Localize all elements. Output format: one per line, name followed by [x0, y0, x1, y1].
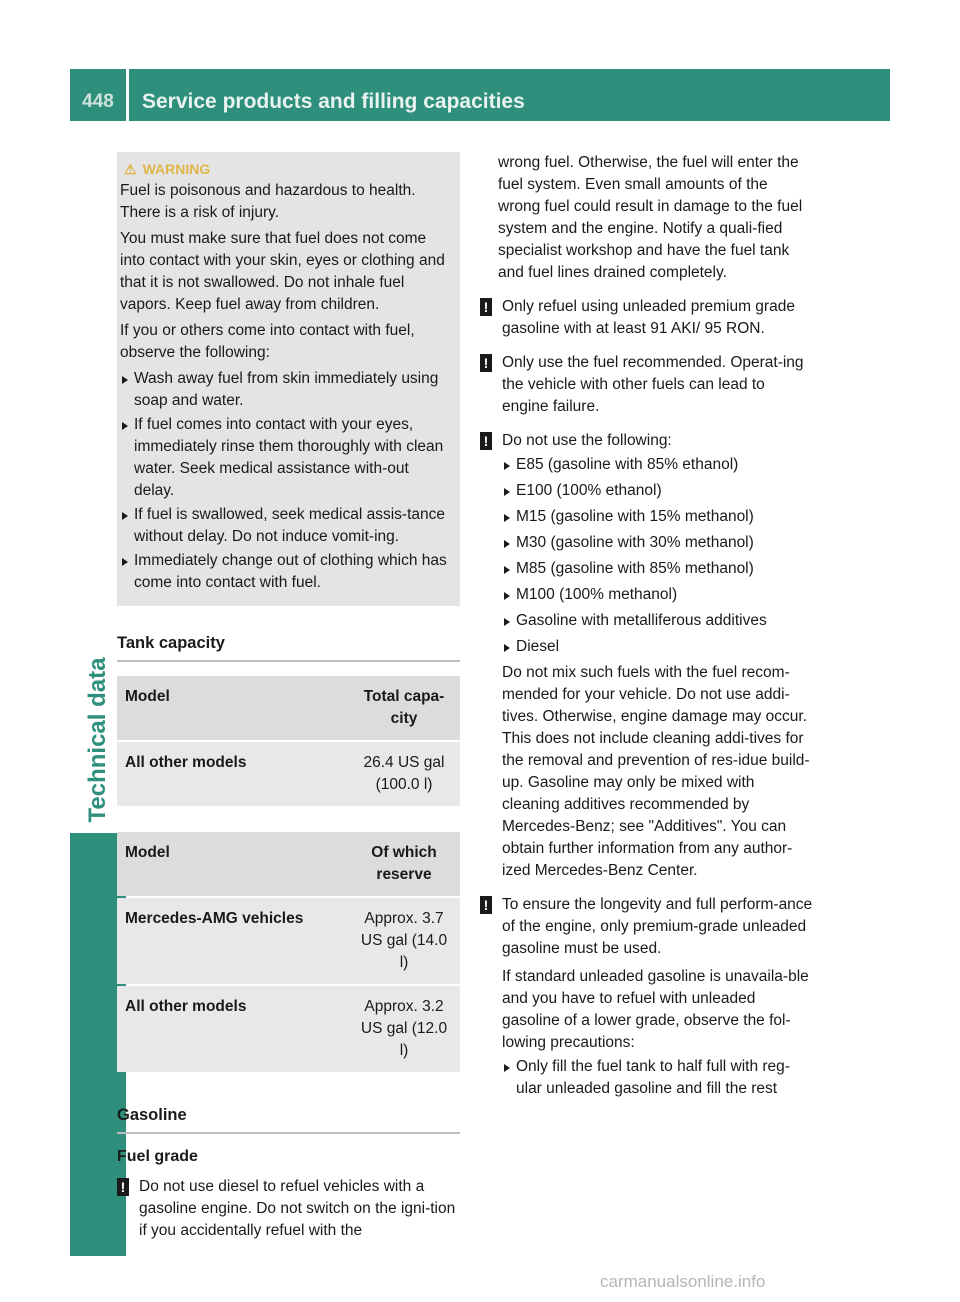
note-text: To ensure the longevity and full perform-ance of the engine, only premium-grade unleaded gasoline must be used.: [502, 896, 813, 957]
caution-note: [480, 894, 814, 1100]
table-header-total: Total capa-city: [348, 676, 460, 740]
warning-paragraph: If you or others come into contact with fuel, observe the following:: [120, 322, 415, 361]
header-divider: [126, 69, 129, 121]
table-row: [117, 742, 460, 806]
right-column: [480, 152, 814, 1112]
list-item: Gasoline with metalliferous additives: [502, 610, 814, 632]
warning-box: [117, 152, 460, 606]
note-text: Only refuel using unleaded premium grade gasoline with at least 91 AKI/ 95 RON.: [502, 298, 795, 337]
warning-title-text: WARNING: [142, 161, 211, 177]
table-cell-model: All other models: [117, 986, 348, 1072]
warning-title: [124, 158, 452, 180]
table-row: [117, 898, 460, 984]
fuel-grade-heading: Fuel grade: [117, 1148, 198, 1165]
list-item: M30 (gasoline with 30% methanol): [502, 532, 814, 554]
list-item: M100 (100% methanol): [502, 584, 814, 606]
exclamation-icon: !: [480, 896, 492, 914]
caution-note: [117, 1176, 460, 1242]
precautions-list: [502, 1056, 814, 1100]
note-text: Do not use the following:: [502, 432, 672, 449]
side-tab-label: Technical data: [84, 657, 111, 823]
gasoline-heading: Gasoline: [117, 1096, 460, 1134]
watermark: carmanualsonline.info: [600, 1272, 766, 1291]
table-cell-value: Approx. 3.2 US gal (12.0 l): [348, 986, 460, 1072]
list-item: Only fill the fuel tank to half full with reg-ular unleaded gasoline and fill the rest: [502, 1056, 814, 1100]
exclamation-icon: !: [480, 354, 492, 372]
table-header-row: [117, 832, 460, 896]
caution-note: [480, 430, 814, 882]
table-header-model: Model: [117, 676, 348, 740]
reserve-table: [117, 830, 460, 1074]
exclamation-icon: !: [117, 1178, 129, 1196]
note-paragraph: Do not mix such fuels with the fuel recom-mended for your vehicle. Do not use addi-tives. Otherwise, engine damage may occur. This does not include cleaning addi-tives for the removal and prevention of res-idue build-up. Gasoline may only be mixed with cleaning additives recommended by Mercedes-Benz; see "Additives". You can obtain further information from any author-ized Mercedes-Benz Center.: [502, 664, 810, 879]
list-item: If fuel is swallowed, seek medical assis-tance without delay. Do not induce vomit-ing.: [120, 504, 452, 548]
note-paragraph: If standard unleaded gasoline is unavaila-ble and you have to refuel with unleaded gasoline of a lower grade, observe the fol-lowing precautions:: [502, 968, 809, 1051]
caution-note: [480, 296, 814, 340]
table-cell-value: 26.4 US gal (100.0 l): [348, 742, 460, 806]
warning-triangle-icon: ⚠: [124, 161, 137, 177]
list-item: Diesel: [502, 636, 814, 658]
list-item: E100 (100% ethanol): [502, 480, 814, 502]
list-item: E85 (gasoline with 85% ethanol): [502, 454, 814, 476]
left-column: [117, 152, 460, 1254]
fuel-avoid-list: [502, 454, 814, 658]
list-item: Immediately change out of clothing which has come into contact with fuel.: [120, 550, 452, 594]
warning-bullets: [120, 368, 452, 594]
exclamation-icon: !: [480, 298, 492, 316]
table-cell-model: Mercedes-AMG vehicles: [117, 898, 348, 984]
tank-capacity-table: [117, 674, 460, 808]
note-text: Only use the fuel recommended. Operat-ing the vehicle with other fuels can lead to engine failure.: [502, 354, 804, 415]
table-cell-model: All other models: [117, 742, 348, 806]
tank-capacity-heading: Tank capacity: [117, 624, 460, 662]
exclamation-icon: !: [480, 432, 492, 450]
warning-paragraph: You must make sure that fuel does not come into contact with your skin, eyes or clothing and that it is not swallowed. Do not inhale fuel vapors. Keep fuel away from children.: [120, 230, 445, 313]
list-item: Wash away fuel from skin immediately using soap and water.: [120, 368, 452, 412]
section-title: Service products and filling capacities: [142, 90, 525, 113]
caution-note: [480, 352, 814, 418]
note-continuation: wrong fuel. Otherwise, the fuel will enter the fuel system. Even small amounts of the wrong fuel could result in damage to the fuel system and the engine. Notify a quali-fied specialist workshop and have the fuel tank and fuel lines drained completely.: [498, 154, 803, 281]
table-cell-value: Approx. 3.7 US gal (14.0 l): [348, 898, 460, 984]
table-header-model: Model: [117, 832, 348, 896]
table-row: [117, 986, 460, 1072]
warning-paragraph: Fuel is poisonous and hazardous to health. There is a risk of injury.: [120, 182, 416, 221]
page-number: 448: [82, 91, 114, 112]
table-header-row: [117, 676, 460, 740]
list-item: If fuel comes into contact with your eyes, immediately rinse them thoroughly with clean water. Seek medical assistance with-out delay.: [120, 414, 452, 502]
table-header-reserve: Of which reserve: [348, 832, 460, 896]
list-item: M15 (gasoline with 15% methanol): [502, 506, 814, 528]
list-item: M85 (gasoline with 85% methanol): [502, 558, 814, 580]
note-text: Do not use diesel to refuel vehicles with a gasoline engine. Do not switch on the igni-tion if you accidentally refuel with the: [139, 1178, 456, 1239]
